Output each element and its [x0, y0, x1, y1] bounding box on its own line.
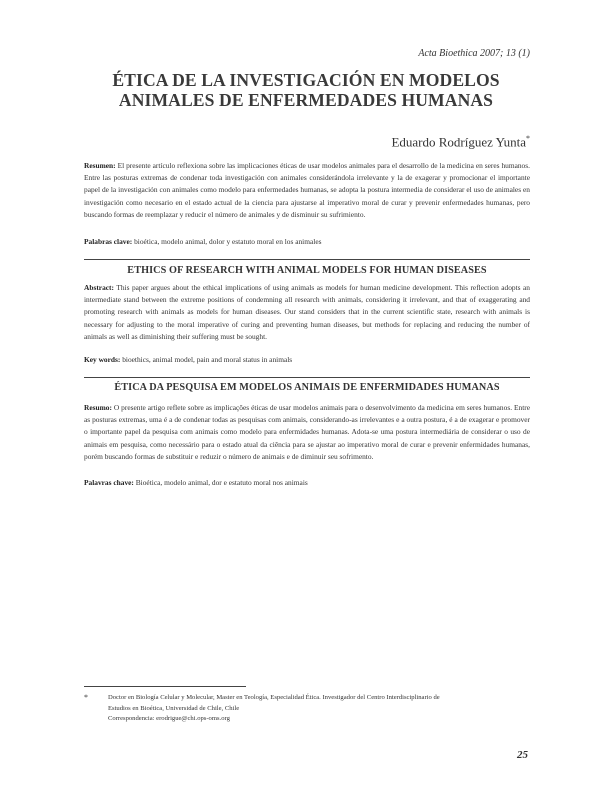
- footnote-marker: *: [84, 693, 88, 702]
- spanish-abstract: [84, 160, 530, 221]
- english-abstract: [84, 282, 530, 343]
- portuguese-keywords-label: Palavras chave:: [84, 478, 134, 487]
- portuguese-section-title: ÉTICA DA PESQUISA EM MODELOS ANIMAIS DE ENFERMIDADES HUMANAS: [114, 382, 500, 393]
- footnote-line-3: Correspondencia: erodrigue@chi.ops-oms.org: [108, 715, 230, 722]
- author-byline: [391, 134, 530, 150]
- article-title-line-1: ÉTICA DE LA INVESTIGACIÓN EN MODELOS: [112, 70, 500, 90]
- portuguese-abstract-text: O presente artigo reflete sobre as implicações éticas de usar modelos animais para o desenvolvimento da medicina em seres humanos. Entre as posturas extremas, uma é a de condenar todas as pesquisas com animais, considerando-as irrelevantes e a outra postura, é a de exagerar e promover o importante papel da pesquisa com animais como modelo para enfermidades humanas. Adota-se uma postura intermediária de considerar o uso de animais em pesquisa, como necessário para o estado atual da ciência para se ajustar ao imperativo moral de curar e prevenir enfermidades humanas, porém buscando formas de substituir e reduzir o número de animais e de diminuir seu sofrimento.: [84, 403, 531, 461]
- portuguese-keywords: [84, 477, 530, 489]
- article-title-line-2: ANIMALES DE ENFERMEDADES HUMANAS: [118, 90, 494, 110]
- author-footnote: [84, 693, 530, 725]
- english-keywords-text: bioethics, animal model, pain and moral status in animals: [122, 355, 293, 364]
- spanish-abstract-label: Resumen:: [84, 161, 116, 170]
- portuguese-section-rule: [84, 377, 530, 378]
- portuguese-abstract-label: Resumo:: [84, 403, 112, 412]
- spanish-keywords-label: Palabras clave:: [84, 237, 133, 246]
- author-footnote-marker: *: [526, 134, 530, 143]
- english-keywords-label: Key words:: [84, 355, 121, 364]
- english-keywords: [84, 354, 530, 366]
- page-number: 25: [517, 749, 528, 761]
- english-section-rule: [84, 259, 530, 260]
- journal-reference: Acta Bioethica 2007; 13 (1): [418, 48, 530, 59]
- spanish-abstract-text: El presente artículo reflexiona sobre las implicaciones éticas de usar modelos animales para el desarrollo de la medicina en seres humanos. Entre las posturas extremas de condenar toda investigación con animales considerándola irrelevante y la de exagerar y promocionar el importante papel de la investigación con animales como modelo para enfermedades humanas, se adopta la postura intermedia de considerar el uso de animales en investigación como necesario en el estado actual de la ciencia para ajustarse al imperativo moral de curar y prevenir enfermedades humanas, pero buscando formas de reemplazar y reducir el número de animales y de disminuir su sufrimiento.: [84, 161, 530, 219]
- spanish-keywords: [84, 236, 530, 248]
- english-abstract-label: Abstract:: [84, 283, 114, 292]
- portuguese-abstract: [84, 402, 530, 463]
- english-abstract-text: This paper argues about the ethical implications of using animals as models for human medicine development. This reflection adopts an intermediate stand between the extreme positions of condemning all research with animals, considering it irrelevant, and that of exaggerating and promoting research with animals as models for human diseases. Our stand considers that in the current scientific state, research with animals is necessary for adjusting to the moral imperative of curing and preventing human diseases, but methods for replacing and reducing the number of animals as well as diminishing their suffering must be sought.: [84, 283, 531, 341]
- footnote-rule: [84, 686, 246, 687]
- footnote-line-1: Doctor en Biología Celular y Molecular, Master en Teología, Especialidad Ética. Investigador del Centro Interdisciplinario de: [108, 694, 440, 701]
- spanish-keywords-text: bioética, modelo animal, dolor y estatuto moral en los animales: [134, 237, 322, 246]
- footnote-line-2: Estudios en Bioética, Universidad de Chile, Chile: [108, 704, 240, 712]
- portuguese-keywords-text: Bioética, modelo animal, dor e estatuto moral nos animais: [135, 478, 308, 487]
- article-title: [0, 70, 612, 110]
- author-name: Eduardo Rodríguez Yunta: [391, 134, 526, 150]
- english-section-title: ETHICS OF RESEARCH WITH ANIMAL MODELS FOR HUMAN DISEASES: [127, 265, 487, 276]
